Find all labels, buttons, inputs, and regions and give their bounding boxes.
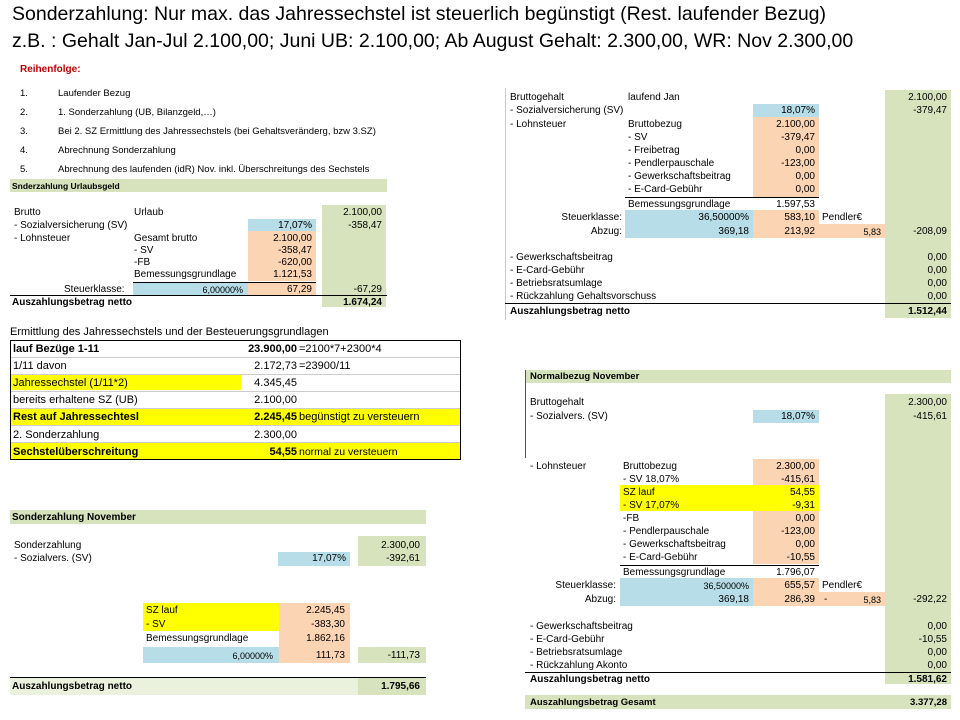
nov-msv-label: - SV 18,07% <box>623 474 680 485</box>
jan-sv-label: - Sozialversicherung (SV) <box>510 105 624 116</box>
sechstel-caption: Ermittlung des Jahressechstels und der Besteuerungsgrundlagen <box>10 326 329 338</box>
nov-gb2-label: - Gewerkschaftsbeitrag <box>530 621 633 632</box>
sz-nov-header: Sonderzahlung November <box>12 512 136 523</box>
table-row: Sechstelüberschreitung <box>13 446 139 458</box>
sz-nov-sv-label: - Sozialvers. (SV) <box>14 553 92 564</box>
jan-abzug-val1: 369,18 <box>718 226 749 237</box>
urlaubsgeld-gesamt-value: 2.100,00 <box>273 233 312 244</box>
nov-rz-label: - Rückzahlung Akonto <box>530 660 628 671</box>
urlaubsgeld-sv-value: -358,47 <box>348 220 382 231</box>
nov-ec2-label: - E-Card-Gebühr <box>530 634 605 645</box>
jan-msv-label: - SV <box>628 132 648 143</box>
nov-gesamt-label: Auszahlungsbetrag Gesamt <box>530 697 656 708</box>
table-cell: begünstigt zu versteuern <box>299 411 420 423</box>
sz-nov-szlauf-value: 2.245,45 <box>306 605 345 616</box>
sz-nov-minus-sv-label: - SV <box>146 619 166 630</box>
nov-bb-label: Bruttobezug <box>623 461 677 472</box>
jan-lauf-label: laufend Jan <box>628 92 680 103</box>
urlaubsgeld-stkl-value: 67,29 <box>286 284 312 295</box>
jan-netto-value: 1.512,44 <box>908 306 947 317</box>
nov-msv2-value: -9,31 <box>792 500 815 511</box>
sz-nov-tax: 111,73 <box>315 650 345 661</box>
sz-nov-pct: 6,00000% <box>232 651 273 661</box>
nov-pendler-label: Pendler€ <box>822 580 863 591</box>
order-list <box>20 88 376 183</box>
nov-stkl-pct: 36,50000% <box>703 581 749 591</box>
urlaubsgeld-lst-label: - Lohnsteuer <box>14 233 71 244</box>
jan-fb-label: - Freibetrag <box>628 145 680 156</box>
jan-stkl-label: Steuerklasse: <box>561 212 622 223</box>
sz-nov-sv-value: -392,61 <box>386 553 420 564</box>
jan-msv-value: -379,47 <box>781 132 815 143</box>
nov-ec2-value: -10,55 <box>918 634 947 645</box>
jan-rz-label: - Rückzahlung Gehaltsvorschuss <box>510 291 657 302</box>
nov-msv-value: -415,61 <box>781 474 815 485</box>
table-cell: normal zu versteuern <box>299 446 398 458</box>
urlaubsgeld-netto-label: Auszahlungsbetrag netto <box>12 297 133 308</box>
slide-title-line2: z.B. : Gehalt Jan-Jul 2.100,00; Juni UB: 2.100,00; Ab August Gehalt: 2.300,00, WR: Nov 2.300,00 <box>12 30 854 52</box>
sz-nov-netto-label: Auszahlungsbetrag netto <box>12 681 133 692</box>
nov-abzug-val1: 369,18 <box>718 594 749 605</box>
urlaubsgeld-brutto-value: 2.100,00 <box>343 207 382 218</box>
nov-br-value: 0,00 <box>927 647 947 658</box>
nov-netto-label: Auszahlungsbetrag netto <box>530 674 651 685</box>
slide-title-line1: Sonderzahlung: Nur max. das Jahressechstel ist steuerlich begünstigt (Rest. laufender Bezug) <box>12 3 827 25</box>
nov-fb-label: -FB <box>623 513 640 524</box>
table-cell: 2.100,00 <box>254 394 297 406</box>
table-row: lauf Bezüge 1-11 <box>13 343 100 355</box>
jan-br-label: - Betriebsratsumlage <box>510 278 603 289</box>
nov-sv-value: -415,61 <box>913 411 947 422</box>
nov-bb-value: 2.300,00 <box>776 461 815 472</box>
urlaubsgeld-bmg-label: Bemessungsgrundlage <box>134 269 237 280</box>
jan-abzug-label: Abzug: <box>590 226 622 237</box>
jan-sv-pct: 18,07% <box>781 105 815 116</box>
jan-rz-value: 0,00 <box>927 291 947 302</box>
order-step: 3. Bei 2. SZ Ermittlung des Jahressechstels (bei Gehaltsveränderg, bzw 3.SZ) <box>20 126 376 137</box>
jan-fb-value: 0,00 <box>795 145 815 156</box>
jan-ec-value: 0,00 <box>795 184 815 195</box>
table-row: 2. Sonderzahlung <box>13 429 100 441</box>
sz-nov-sz-value: 2.300,00 <box>381 540 420 551</box>
jan-bb-label: Bruttobezug <box>628 119 682 130</box>
nov-gb2-value: 0,00 <box>927 621 947 632</box>
nov-sv-pct: 18,07% <box>781 411 815 422</box>
urlaubsgeld-lst-value: -67,29 <box>353 284 382 295</box>
urlaubsgeld-bmg-value: 1.121,53 <box>273 269 312 280</box>
jan-brutto-label: Bruttogehalt <box>510 92 564 103</box>
sz-nov-sz-label: Sonderzahlung <box>14 540 82 551</box>
nov-bmg-value: 1.796,07 <box>776 567 815 578</box>
urlaubsgeld-minus-sv-value: -358,47 <box>278 245 312 256</box>
order-step: 1. Laufender Bezug <box>20 88 131 99</box>
jan-ec2-value: 0,00 <box>927 265 947 276</box>
table-cell: 2.300,00 <box>254 429 297 441</box>
nov-sv-label: - Sozialvers. (SV) <box>530 411 608 422</box>
jan-bb-value: 2.100,00 <box>776 119 815 130</box>
urlaubsgeld-netto-value: 1.674,24 <box>343 297 382 308</box>
jan-abzug-val3: 5,83 <box>863 227 881 237</box>
nov-lst-label: - Lohnsteuer <box>530 461 587 472</box>
order-heading: Reihenfolge: <box>20 64 81 75</box>
jan-bmg-label: Bemessungsgrundlage <box>628 199 731 210</box>
nov-brutto-label: Bruttogehalt <box>530 397 584 408</box>
sz-nov-tax-total: -111,73 <box>387 650 420 661</box>
jan-bmg-value: 1.597,53 <box>776 199 815 210</box>
nov-abzug-val3: 5,83 <box>863 595 881 605</box>
urlaubsgeld-fb-value: -620,00 <box>278 257 312 268</box>
table-cell: =2100*7+2300*4 <box>299 343 382 355</box>
sz-nov-minus-sv-value: -383,30 <box>311 619 345 630</box>
urlaubsgeld-sv-label: - Sozialversicherung (SV) <box>14 220 128 231</box>
table-cell: =23900/11 <box>299 360 351 372</box>
jan-stkl-pct: 36,50000% <box>698 212 749 223</box>
jan-abzug-val2: 213,92 <box>784 226 815 237</box>
urlaubsgeld-sv-pct: 17,07% <box>278 220 312 231</box>
nov-stkl-label: Steuerklasse: <box>555 580 616 591</box>
urlaubsgeld-fb-label: -FB <box>134 257 151 268</box>
nov-abzug-label: Abzug: <box>584 594 616 605</box>
jan-pendler-label: Pendler€ <box>822 212 863 223</box>
nov-gb-value: 0,00 <box>795 539 815 550</box>
jan-gb-label: - Gewerkschaftsbeitrag <box>628 171 731 182</box>
jan-gb2-value: 0,00 <box>927 252 947 263</box>
nov-fb-value: 0,00 <box>795 513 815 524</box>
nov-br-label: - Betriebsratsumlage <box>530 647 623 658</box>
table-cell: 23.900,00 <box>248 343 297 355</box>
table-row: Jahressechstel (1/11*2) <box>13 377 128 389</box>
urlaubsgeld-header: Snderzahlung Urlaubsgeld <box>12 181 120 191</box>
nov-bmg-label: Bemessungsgrundlage <box>623 567 726 578</box>
nov-rz-value: 0,00 <box>927 660 947 671</box>
urlaubsgeld-stkl-pct: 6,00000% <box>202 285 243 295</box>
sz-nov-szlauf-label: SZ lauf <box>146 605 178 616</box>
nov-msv2-label: - SV 17,07% <box>623 500 680 511</box>
order-step: 4. Abrechnung Sonderzahlung <box>20 145 176 156</box>
jan-gb-value: 0,00 <box>795 171 815 182</box>
jan-br-value: 0,00 <box>927 278 947 289</box>
jan-lst-value: -208,09 <box>913 226 947 237</box>
nov-lst-value: -292,22 <box>913 594 947 605</box>
jan-stkl-value: 583,10 <box>784 212 815 223</box>
jan-pp-value: -123,00 <box>781 158 815 169</box>
urlaubsgeld-stkl-label: Steuerklasse: <box>64 284 125 295</box>
nov-abzug-dash: - <box>824 594 828 605</box>
table-row: bereits erhaltene SZ (UB) <box>13 394 138 406</box>
nov-header: Normalbezug November <box>530 371 640 382</box>
urlaubsgeld-minus-sv-label: - SV <box>134 245 154 256</box>
nov-ec-label: - E-Card-Gebühr <box>623 552 698 563</box>
nov-brutto-value: 2.300,00 <box>908 397 947 408</box>
order-step: 5. Abrechnung des laufenden (idR) Nov. inkl. Überschreitungs des Sechstels <box>20 164 370 175</box>
table-row: Rest auf Jahressechtesl <box>13 411 139 423</box>
table-cell: 4.345,45 <box>254 377 297 389</box>
table-row: 1/11 davon <box>13 360 67 372</box>
nov-gb-label: - Gewerkschaftsbeitrag <box>623 539 726 550</box>
nov-pp-label: - Pendlerpauschale <box>623 526 710 537</box>
nov-pp-value: -123,00 <box>781 526 815 537</box>
sz-nov-sv-pct: 17,07% <box>312 553 346 564</box>
sz-nov-bmg-value: 1.862,16 <box>306 633 345 644</box>
order-step: 2. 1. Sonderzahlung (UB, Bilanzgeld,…) <box>20 107 216 118</box>
nov-szlauf-value: 54,55 <box>789 487 815 498</box>
urlaubsgeld-gesamt-label: Gesamt brutto <box>134 233 198 244</box>
nov-stkl-value: 655,57 <box>784 580 815 591</box>
jan-sv-value: -379,47 <box>913 105 947 116</box>
nov-netto-value: 1.581,62 <box>908 674 947 685</box>
jan-gb2-label: - Gewerkschaftsbeitrag <box>510 252 613 263</box>
jan-pp-label: - Pendlerpauschale <box>628 158 715 169</box>
jan-brutto-value: 2.100,00 <box>908 92 947 103</box>
nov-ec-value: -10,55 <box>786 552 815 563</box>
jan-netto-label: Auszahlungsbetrag netto <box>510 306 631 317</box>
urlaubsgeld-brutto-label: Brutto <box>14 207 41 218</box>
nov-abzug-val2: 286,39 <box>784 594 815 605</box>
sz-nov-bmg-label: Bemessungsgrundlage <box>146 633 249 644</box>
jan-ec-label: - E-Card-Gebühr <box>628 184 703 195</box>
jan-lst-label: - Lohnsteuer <box>510 119 567 130</box>
table-cell: 2.245,45 <box>254 411 297 423</box>
sz-nov-netto-value: 1.795,66 <box>381 681 420 692</box>
urlaubsgeld-urlaub-label: Urlaub <box>134 207 164 218</box>
table-cell: 54,55 <box>269 446 297 458</box>
table-cell: 2.172,73 <box>254 360 297 372</box>
nov-szlauf-label: SZ lauf <box>623 487 655 498</box>
jan-ec2-label: - E-Card-Gebühr <box>510 265 585 276</box>
nov-gesamt-value: 3.377,28 <box>910 697 947 708</box>
